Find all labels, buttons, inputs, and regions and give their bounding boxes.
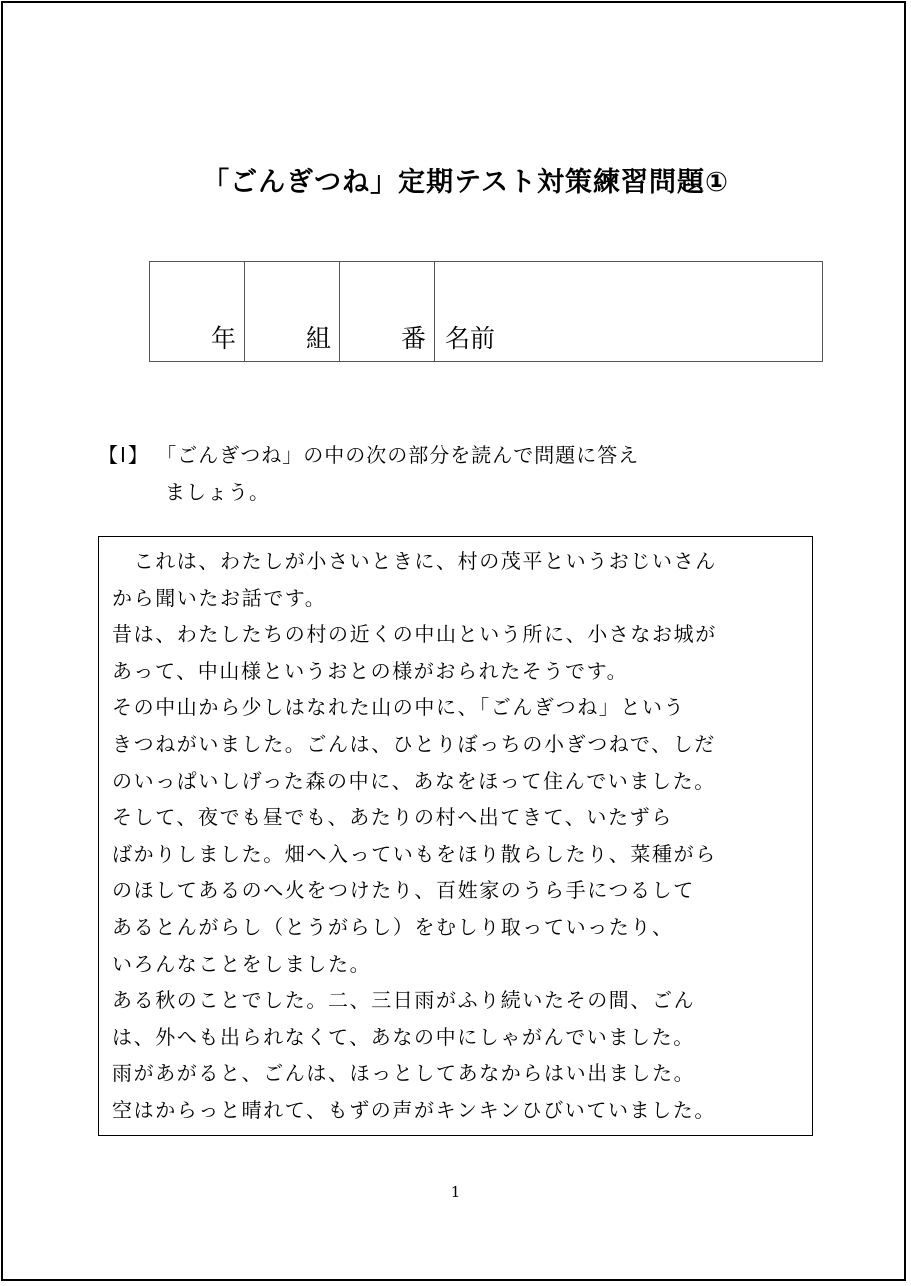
passage-line: から聞いたお話です。: [112, 585, 327, 610]
class-field[interactable]: [245, 262, 340, 362]
passage-line: は、外へも出られなくて、あなの中にしゃがんでいました。: [112, 1024, 695, 1049]
passage-line: ある秋のことでした。二、三日雨がふり続いたその間、ごん: [112, 988, 696, 1013]
passage-line: そして、夜でも昼でも、あたりの村へ出てきて、いたずら: [112, 805, 673, 830]
page-title: 「ごんぎつね」定期テスト対策練習問題①: [202, 167, 729, 198]
passage-line: 空はからっと晴れて、もずの声がキンキンひびいていました。: [112, 1097, 716, 1122]
reading-passage: [98, 536, 813, 1136]
passage-line: これは、わたしが小さいときに、村の茂平というおじいさん: [112, 549, 717, 573]
class-label: 組: [305, 324, 331, 353]
passage-line: 昔は、わたしたちの村の近くの中山という所に、小さなお城が: [112, 622, 717, 647]
passage-line: きつねがいました。ごんは、ひとりぼっちの小ぎつねで、しだ: [112, 731, 716, 756]
year-label: 年: [210, 324, 236, 353]
student-number-field[interactable]: [340, 262, 435, 362]
student-info-table: [149, 261, 823, 362]
question-1: [98, 437, 798, 511]
name-label: 名前: [445, 324, 496, 353]
passage-line: その中山から少しはなれた山の中に、「ごんぎつね」という: [112, 695, 686, 720]
year-field[interactable]: [150, 262, 245, 362]
question-text-line2: ましょう。: [165, 480, 270, 504]
passage-line: のいっぱいしげった森の中に、あなをほって住んでいました。: [112, 768, 716, 793]
student-number-label: 番: [400, 324, 426, 353]
page-number: 1: [450, 1183, 461, 1201]
passage-line: 雨があがると、ごんは、ほっとしてあなからはい出ました。: [112, 1061, 696, 1086]
passage-line: あるとんがらし（とうがらし）をむしり取っていったり、: [112, 914, 674, 939]
passage-line: ばかりしました。畑へ入っていもをほり散らしたり、菜種がら: [112, 841, 717, 866]
question-text-line1: 「ごんぎつね」の中の次の部分を読んで問題に答え: [156, 443, 640, 467]
name-field[interactable]: [435, 262, 823, 362]
passage-line: いろんなことをしました。: [112, 951, 372, 976]
passage-line: あって、中山様というおとの様がおられたそうです。: [112, 658, 629, 683]
passage-line: のほしてあるのへ火をつけたり、百姓家のうら手につるして: [112, 878, 695, 903]
question-number: 【Ⅰ】: [98, 443, 150, 467]
